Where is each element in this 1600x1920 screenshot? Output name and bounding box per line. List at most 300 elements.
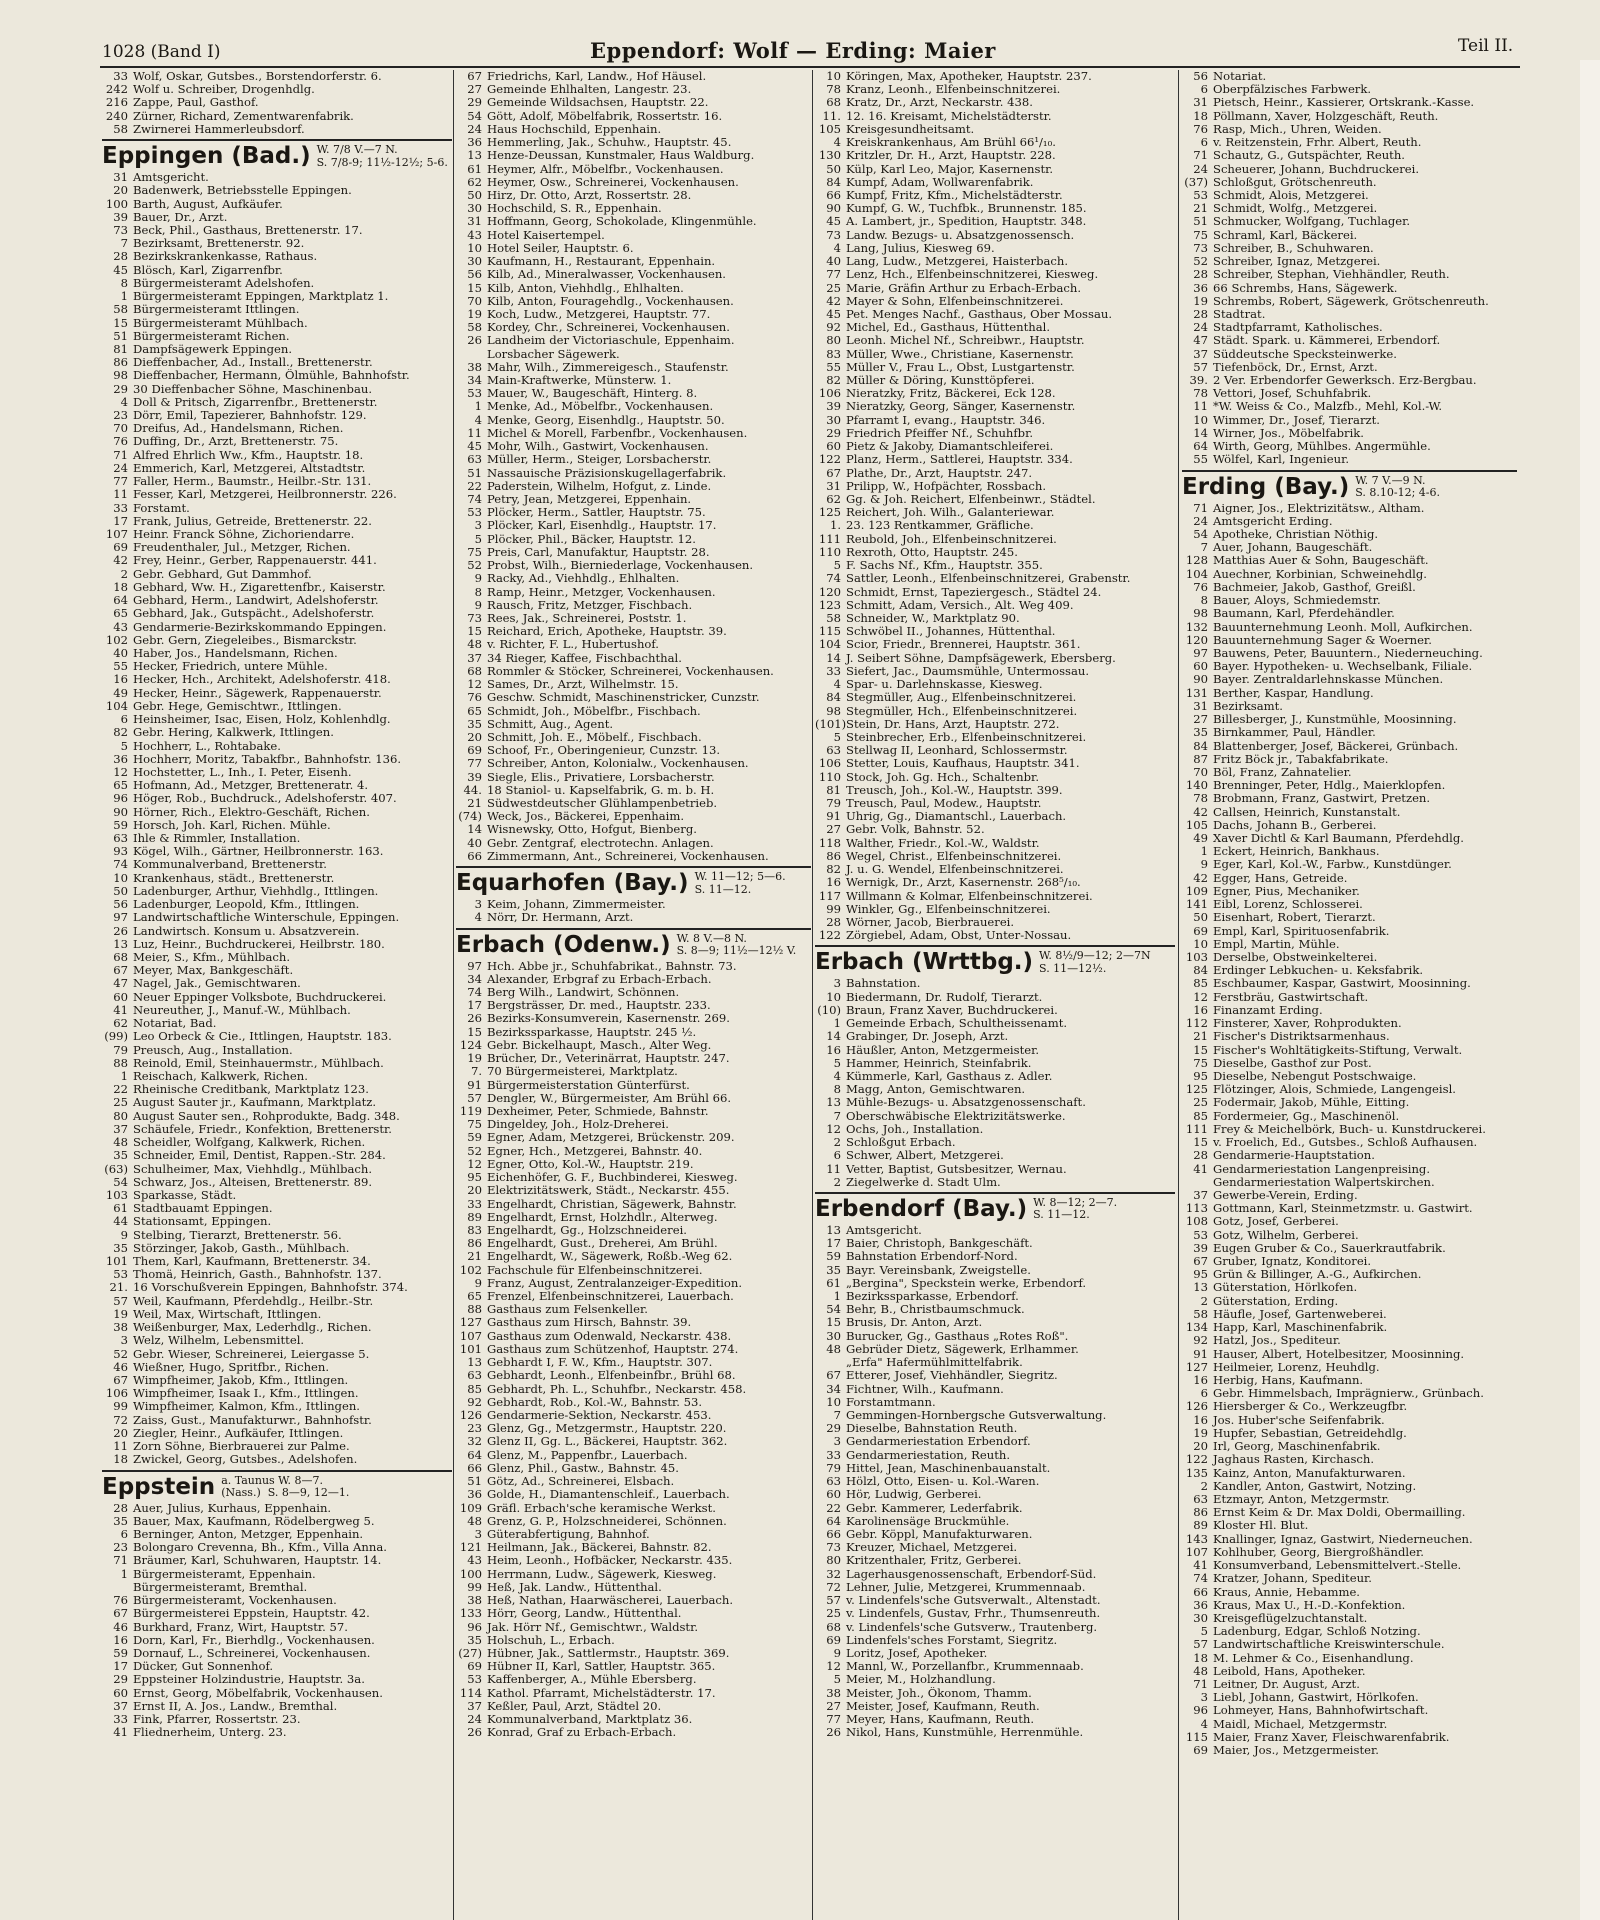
phone-number: 66	[826, 188, 841, 202]
entry-text: Alexander, Erbgraf zu Erbach-Erbach.	[487, 972, 712, 986]
listing-entry	[815, 1449, 1175, 1462]
phone-number: 80	[826, 1554, 841, 1568]
phone-number: 3	[474, 1527, 482, 1541]
entry-text: Sattler, Leonh., Elfenbeinschnitzerei, Grabenstr.	[846, 572, 1131, 586]
phone-number: 58	[113, 122, 128, 136]
listing-entry	[815, 374, 1175, 387]
listing-entry	[815, 1581, 1175, 1594]
phone-number: 108	[1185, 1215, 1208, 1229]
phone-number: 6	[1200, 83, 1208, 97]
listing-entry	[1182, 581, 1517, 594]
listing-entry	[815, 1290, 1175, 1303]
listing-entry	[102, 806, 452, 819]
entry-text: Dachs, Johann B., Gerberei.	[1213, 818, 1377, 832]
phone-number: 28	[826, 916, 841, 929]
entry-text: Dieffenbacher, Ad., Install., Brettenerstr.	[133, 356, 373, 370]
phone-number: 33	[113, 1713, 128, 1727]
listing-entry	[815, 1673, 1175, 1686]
place-name: Eppstein	[102, 1473, 216, 1500]
entry-text: Hotel Seiler, Hauptstr. 6.	[487, 241, 634, 255]
phone-number: 23	[113, 409, 128, 423]
entry-text: Konsumverband, Lebensmittelvert.-Stelle.	[1213, 1559, 1462, 1573]
listing-entry	[102, 396, 452, 409]
phone-number: 72	[113, 1413, 128, 1427]
entry-text: Nassauische Präzisionskugellagerfabrik.	[487, 466, 727, 480]
entry-text: Hiersberger & Co., Werkzeugfbr.	[1213, 1400, 1408, 1414]
phone-number: 85	[1193, 977, 1208, 991]
phone-number: 63	[467, 453, 482, 467]
phone-number: 23	[467, 1422, 482, 1436]
entry-text: Heß, Jak. Landw., Hüttenthal.	[487, 1580, 662, 1594]
entry-text: Stadtpfarramt, Katholisches.	[1213, 321, 1383, 335]
listing-entry	[456, 1316, 811, 1329]
listing-entry	[1182, 1255, 1517, 1268]
entry-text: Gebhard, Ww. H., Zigarettenfbr., Kaiserstr.	[133, 580, 386, 594]
entry-text: Etzmayr, Anton, Metzgermstr.	[1213, 1492, 1390, 1506]
entry-text: Höger, Rob., Buchdruck., Adelshoferstr. 407.	[133, 792, 397, 806]
entry-text: Bauunternehmung Sager & Woerner.	[1213, 633, 1432, 647]
entry-text: Herbig, Hans, Kaufmann.	[1213, 1374, 1364, 1387]
listing-entry	[456, 1250, 811, 1263]
listing-entry	[102, 1361, 452, 1374]
entry-text: Kaufmann, H., Restaurant, Eppenhain.	[487, 255, 716, 269]
listing-entry	[1182, 858, 1517, 871]
listing-entry	[1182, 1731, 1517, 1744]
phone-number: 15	[826, 1316, 841, 1330]
phone-number: 3	[474, 898, 482, 912]
phone-number: 61	[826, 1276, 841, 1290]
phone-number: 14	[826, 1030, 841, 1044]
phone-number: 63	[826, 744, 841, 758]
phone-number: 63	[113, 832, 128, 846]
entry-text: Gendarmeriestation, Reuth.	[846, 1448, 1011, 1462]
listing-entry	[815, 268, 1175, 281]
entry-text: Knallinger, Ignaz, Gastwirt, Niederneuchen.	[1213, 1532, 1473, 1546]
listing-entry	[456, 189, 811, 202]
listing-entry	[102, 1400, 452, 1413]
entry-text: Gebhard, Jak., Gutspächt., Adelshoferstr.	[133, 607, 375, 621]
entry-text: Ferstbräu, Gastwirtschaft.	[1213, 990, 1369, 1004]
listing-entry	[456, 1581, 811, 1594]
listing-entry	[1182, 334, 1517, 347]
entry-text: Rees, Jak., Schreinerei, Poststr. 1.	[487, 611, 687, 625]
phone-number: 37	[113, 1122, 128, 1136]
listing-entry	[456, 440, 811, 453]
entry-text: Derselbe, Obstweinkelterei.	[1213, 951, 1378, 964]
section-divider	[102, 1470, 452, 1472]
phone-number: 81	[113, 342, 128, 356]
listing-entry	[102, 317, 452, 330]
phone-number: 48	[113, 1136, 128, 1150]
listing-entry	[1182, 713, 1517, 726]
phone-number: 26	[467, 1012, 482, 1026]
listing-entry	[102, 911, 452, 924]
entry-text: Amtsgericht.	[846, 1223, 922, 1237]
listing-entry	[1182, 1176, 1517, 1189]
entry-text: Egger, Hans, Getreide.	[1213, 871, 1348, 885]
entry-text: Ziegelwerke d. Stadt Ulm.	[846, 1175, 1001, 1189]
entry-text: Ziegler, Heinr., Aufkäufer, Ittlingen.	[133, 1426, 344, 1440]
entry-text: Kritzenthaler, Fritz, Gerberei.	[846, 1554, 1022, 1568]
listing-entry	[1182, 255, 1517, 268]
phone-number: 90	[1193, 673, 1208, 687]
listing-entry	[1182, 1546, 1517, 1559]
listing-entry	[815, 929, 1175, 942]
listing-entry	[102, 1017, 452, 1030]
entry-text: Gendarmerie-Bezirkskommando Eppingen.	[133, 620, 387, 634]
entry-text: Holschuh, L., Erbach.	[487, 1633, 615, 1647]
listing-entry	[1182, 806, 1517, 819]
listing-entry	[456, 1660, 811, 1673]
phone-number: 84	[826, 175, 841, 189]
listing-entry	[1182, 1096, 1517, 1109]
listing-entry	[1182, 440, 1517, 453]
listing-entry	[102, 383, 452, 396]
phone-number: 53	[1193, 188, 1208, 202]
entry-text: Zaiss, Gust., Manufakturwr., Bahnhofstr.	[133, 1413, 372, 1427]
phone-number: 12	[467, 678, 482, 692]
entry-text: Gebr. Volk, Bahnstr. 52.	[846, 823, 985, 837]
entry-text: Rommler & Stöcker, Schreinerei, Vockenhausen.	[487, 664, 774, 678]
phone-number: 49	[1193, 832, 1208, 846]
listing-entry	[456, 744, 811, 757]
listing-entry	[456, 453, 811, 466]
phone-number: 25	[1193, 1096, 1208, 1110]
entry-text: Lenz, Hch., Elfenbeinschnitzerei, Kiesweg.	[846, 268, 1099, 282]
phone-number: 36	[1193, 1598, 1208, 1612]
listing-entry	[102, 925, 452, 938]
phone-number: 58	[467, 321, 482, 335]
entry-text: Siefert, Jac., Daumsmühle, Untermossau.	[846, 664, 1090, 678]
listing-entry	[456, 1118, 811, 1131]
phone-number: 60	[1193, 660, 1208, 674]
listing-entry	[1182, 427, 1517, 440]
listing-entry	[1182, 832, 1517, 845]
listing-entry	[815, 1004, 1175, 1017]
listing-entry	[102, 1229, 452, 1242]
listing-entry	[1182, 1004, 1517, 1017]
listing-entry	[1182, 568, 1517, 581]
phone-number: 31	[1193, 96, 1208, 110]
entry-text: 12. 16. Kreisamt, Michelstädterstr.	[846, 109, 1052, 123]
office-hours: W. 8—12; 2—7. S. 11—12.	[1033, 1195, 1118, 1222]
listing-entry	[456, 361, 811, 374]
entry-text: Grün & Billinger, A.-G., Aufkirchen.	[1213, 1268, 1422, 1282]
listing-entry	[102, 1528, 452, 1541]
listing-entry	[1182, 515, 1517, 528]
phone-number: 91	[826, 810, 841, 824]
phone-number: 28	[1193, 268, 1208, 282]
phone-number: 97	[467, 959, 482, 973]
listing-entry	[1182, 1665, 1517, 1678]
listing-entry	[456, 282, 811, 295]
listing-entry	[1182, 1149, 1517, 1162]
entry-text: Elektrizitätswerk, Städt., Neckarstr. 455.	[487, 1184, 730, 1198]
listing-entry	[456, 652, 811, 665]
phone-number: 101	[105, 1255, 128, 1269]
phone-number: 34	[826, 1382, 841, 1396]
listing-entry	[456, 295, 811, 308]
listing-entry	[456, 321, 811, 334]
listing-entry	[1182, 1427, 1517, 1440]
phone-number: 15	[467, 281, 482, 295]
listing-entry	[456, 176, 811, 189]
entry-text: Fischer's Wohltätigkeits-Stiftung, Verwalt.	[1213, 1043, 1463, 1057]
phone-number: 53	[113, 1268, 128, 1282]
phone-number: 19	[113, 1307, 128, 1321]
listing-entry	[815, 876, 1175, 889]
listing-entry	[1182, 1704, 1517, 1717]
place-heading	[815, 949, 1175, 975]
entry-text: Keßler, Paul, Arzt, Städtel 20.	[487, 1699, 662, 1713]
phone-number: 41	[113, 1003, 128, 1017]
phone-number: 31	[467, 215, 482, 229]
entry-text: Hölzl, Otto, Eisen- u. Kol.-Waren.	[846, 1475, 1040, 1489]
listing-entry	[456, 1198, 811, 1211]
entry-text: Kreisgesundheitsamt.	[846, 122, 975, 136]
listing-entry	[456, 1330, 811, 1343]
listing-entry	[456, 1079, 811, 1092]
listing-entry	[102, 1427, 452, 1440]
entry-text: M. Lehmer & Co., Eisenhandlung.	[1213, 1651, 1414, 1665]
entry-text: Gebr. Gebhard, Gut Dammhof.	[133, 567, 312, 581]
listing-entry	[1182, 991, 1517, 1004]
listing-entry	[815, 1096, 1175, 1109]
phone-number: 50	[826, 162, 841, 176]
phone-number: 100	[105, 197, 128, 211]
entry-text: Müller, Herm., Steiger, Lorsbacherstr.	[487, 453, 712, 467]
listing-entry	[1182, 1070, 1517, 1083]
entry-text: Kritzler, Dr. H., Arzt, Hauptstr. 228.	[846, 149, 1056, 163]
phone-number: (27)	[458, 1646, 482, 1660]
entry-text: „Bergina", Speckstein werke, Erbendorf.	[846, 1276, 1087, 1290]
entry-text: Ladenburg, Edgar, Schloß Notzing.	[1213, 1625, 1421, 1639]
phone-number: 78	[1193, 387, 1208, 401]
phone-number: 80	[826, 334, 841, 348]
listing-entry	[456, 625, 811, 638]
listing-entry	[1182, 1017, 1517, 1030]
entry-text: Michel & Morell, Farbenfbr., Vockenhausen.	[487, 426, 748, 440]
entry-text: Ochs, Joh., Installation.	[846, 1122, 984, 1136]
listing-entry	[102, 1554, 452, 1567]
phone-number: 54	[467, 109, 482, 123]
phone-number: 35	[113, 1514, 128, 1528]
listing-entry	[102, 290, 452, 303]
phone-number: 4	[474, 911, 482, 925]
phone-number: 24	[1193, 162, 1208, 176]
entry-text: Grenz, G. P., Holzschneiderei, Schönnen.	[487, 1514, 727, 1528]
place-name: Eppingen (Bad.)	[102, 143, 311, 170]
phone-number: 13	[467, 1356, 482, 1370]
listing-entry	[815, 1369, 1175, 1382]
entry-text: Frenzel, Elfenbeinschnitzerei, Lauerbach.	[487, 1290, 734, 1304]
entry-text: Kreisgeflügelzuchtanstalt.	[1213, 1611, 1368, 1625]
phone-number: 16	[1193, 1003, 1208, 1017]
listing-entry	[1182, 1480, 1517, 1493]
phone-number: 11	[113, 488, 128, 502]
listing-entry	[1182, 1744, 1517, 1757]
listing-entry	[815, 1083, 1175, 1096]
entry-text: Kohlhuber, Georg, Biergroßhändler.	[1213, 1545, 1424, 1559]
listing-entry	[815, 1687, 1175, 1700]
phone-number: 38	[826, 1686, 841, 1700]
listing-entry	[456, 1303, 811, 1316]
entry-text: Fink, Pfarrer, Rossertstr. 23.	[133, 1713, 301, 1727]
entry-text: Hirz, Dr. Otto, Arzt, Rossertstr. 28.	[487, 188, 692, 202]
listing-entry	[815, 638, 1175, 651]
phone-number: 59	[113, 1646, 128, 1660]
phone-number: 64	[1193, 440, 1208, 454]
listing-entry	[102, 343, 452, 356]
entry-text: Maidl, Michael, Metzgermstr.	[1213, 1717, 1388, 1731]
entry-text: Gebhardt, Leonh., Elfenbeinfbr., Brühl 68.	[487, 1369, 736, 1383]
listing-entry	[456, 705, 811, 718]
phone-number: 105	[1185, 818, 1208, 832]
listing-entry	[815, 506, 1175, 519]
listing-entry	[102, 845, 452, 858]
phone-number: 97	[113, 911, 128, 925]
listing-entry	[1182, 1559, 1517, 1572]
phone-number: 86	[826, 849, 841, 863]
listing-entry	[102, 964, 452, 977]
listing-entry	[815, 1528, 1175, 1541]
listing-entry	[1182, 1414, 1517, 1427]
listing-entry	[815, 414, 1175, 427]
entry-text: Ladenburger, Leopold, Kfm., Ittlingen.	[133, 898, 360, 912]
entry-text: Gotz, Wilhelm, Gerberei.	[1213, 1228, 1359, 1242]
entry-text: Kratzer, Johann, Spediteur.	[1213, 1572, 1372, 1586]
phone-number: 50	[1193, 911, 1208, 925]
phone-number: 99	[113, 1400, 128, 1414]
phone-number: 29	[467, 96, 482, 110]
phone-number: 22	[826, 1501, 841, 1515]
listing-entry	[1182, 176, 1517, 189]
phone-number: 9	[474, 572, 482, 586]
phone-number: 122	[1185, 1453, 1208, 1467]
entry-text: Bahnstation Erbendorf-Nord.	[846, 1250, 1018, 1264]
listing-entry	[102, 779, 452, 792]
entry-text: Brobmann, Franz, Gastwirt, Pretzen.	[1213, 792, 1431, 806]
entry-text: Gewerbe-Verein, Erding.	[1213, 1188, 1358, 1202]
phone-number: 24	[1193, 321, 1208, 335]
phone-number: 122	[818, 453, 841, 467]
phone-number: 90	[826, 202, 841, 216]
entry-text: Friedrich Pfeiffer Nf., Schuhfbr.	[846, 426, 1034, 440]
phone-number: 29	[826, 426, 841, 440]
phone-number: 3	[474, 519, 482, 533]
phone-number: 111	[818, 532, 841, 546]
entry-text: Hör, Ludwig, Gerberei.	[846, 1488, 982, 1502]
entry-text: Emmerich, Karl, Metzgerei, Altstadtstr.	[133, 461, 366, 475]
phone-number: 44.	[463, 783, 482, 797]
listing-entry	[1182, 348, 1517, 361]
phone-number: 62	[826, 493, 841, 506]
listing-entry	[1182, 885, 1517, 898]
listing-entry	[815, 903, 1175, 916]
entry-text: Gasthaus zum Odenwald, Neckarstr. 438.	[487, 1329, 732, 1343]
listing-entry	[102, 1453, 452, 1466]
entry-text: 30 Dieffenbacher Söhne, Maschinenbau.	[133, 382, 373, 396]
entry-text: Etterer, Josef, Viehhändler, Siegritz.	[846, 1369, 1058, 1383]
entry-text: Zimmermann, Ant., Schreinerei, Vockenhausen.	[487, 849, 769, 863]
listing-entry	[815, 1726, 1175, 1739]
entry-text: Apotheke, Christian Nöthig.	[1213, 528, 1379, 541]
place-name: Equarhofen (Bay.)	[456, 870, 689, 897]
section-divider	[815, 945, 1175, 947]
phone-number: 67	[113, 964, 128, 978]
column-4	[1182, 70, 1517, 1920]
entry-text: Wörner, Jacob, Bierbrauerei.	[846, 916, 1015, 929]
phone-number: 73	[1193, 241, 1208, 255]
listing-entry	[102, 502, 452, 515]
phone-number: 26	[113, 924, 128, 938]
entry-text: Hochherr, Moritz, Tabakfbr., Bahnhofstr. 136.	[133, 752, 402, 766]
phone-number: 60	[826, 1488, 841, 1502]
phone-number: 71	[1193, 1678, 1208, 1692]
phone-number: 9	[1200, 858, 1208, 872]
entry-text: Bayr. Vereinsbank, Zweigstelle.	[846, 1263, 1031, 1277]
listing-entry	[102, 1647, 452, 1660]
phone-number: 37	[467, 651, 482, 665]
phone-number: 98	[113, 369, 128, 383]
listing-entry	[815, 1070, 1175, 1083]
phone-number: 64	[113, 594, 128, 608]
entry-text: Heymer, Osw., Schreinerei, Vockenhausen.	[487, 175, 739, 189]
phone-number: (99)	[104, 1030, 128, 1044]
entry-text: Weißenburger, Max, Lederhdlg., Richen.	[133, 1321, 372, 1335]
listing-entry	[1182, 1242, 1517, 1255]
entry-text: Landwirtschaftliche Winterschule, Eppingen.	[133, 911, 400, 925]
phone-number: 65	[467, 1290, 482, 1304]
listing-entry	[456, 1568, 811, 1581]
entry-text: Liebl, Johann, Gastwirt, Hörlkofen.	[1213, 1691, 1419, 1705]
listing-entry	[1182, 964, 1517, 977]
entry-text: Finanzamt Erding.	[1213, 1003, 1323, 1017]
entry-text: Brenninger, Peter, Hdlg., Maierklopfen.	[1213, 779, 1446, 793]
listing-entry	[102, 1136, 452, 1149]
entry-text: Siegle, Elis., Privatiere, Lorsbacherstr.	[487, 770, 715, 784]
entry-text: Burkhard, Franz, Wirt, Hauptstr. 57.	[133, 1620, 348, 1634]
entry-text: Müller & Döring, Kunsttöpferei.	[846, 374, 1035, 388]
entry-text: Badenwerk, Betriebsstelle Eppingen.	[133, 184, 352, 198]
entry-text: Fachschule für Elfenbeinschnitzerei.	[487, 1263, 703, 1277]
entry-text: Kaffenberger, A., Mühle Ebersberg.	[487, 1673, 697, 1687]
phone-number: 73	[467, 611, 482, 625]
phone-number: 130	[818, 149, 841, 163]
column-divider	[812, 70, 813, 1920]
phone-number: 106	[818, 387, 841, 401]
entry-text: Bürgermeisteramt, Eppenhain.	[133, 1567, 316, 1581]
listing-entry	[456, 387, 811, 400]
phone-number: 74	[826, 572, 841, 586]
phone-number: 73	[826, 228, 841, 242]
listing-entry	[1182, 911, 1517, 924]
entry-text: Schmidt, Alois, Metzgerei.	[1213, 188, 1369, 202]
entry-text: v. Lindenfels, Gustav, Frhr., Thumsenreuth.	[846, 1607, 1101, 1621]
entry-text: Irl, Georg, Maschinenfabrik.	[1213, 1440, 1381, 1454]
phone-number: 56	[467, 268, 482, 282]
listing-entry	[815, 533, 1175, 546]
phone-number: 98	[1193, 607, 1208, 621]
entry-text: Hoffmann, Georg, Schokolade, Klingenmühle.	[487, 215, 757, 229]
phone-number: 15	[113, 316, 128, 330]
entry-text: Wolf u. Schreiber, Drogenhdlg.	[133, 83, 315, 97]
entry-text: Bachmeier, Jakob, Gasthof, Greißl.	[1213, 580, 1416, 594]
entry-text: Zörgiebel, Adam, Obst, Unter-Nossau.	[846, 929, 1072, 943]
listing-entry	[1182, 1506, 1517, 1519]
listing-entry	[456, 1435, 811, 1448]
entry-text: Spar- u. Darlehnskasse, Kiesweg.	[846, 678, 1043, 692]
